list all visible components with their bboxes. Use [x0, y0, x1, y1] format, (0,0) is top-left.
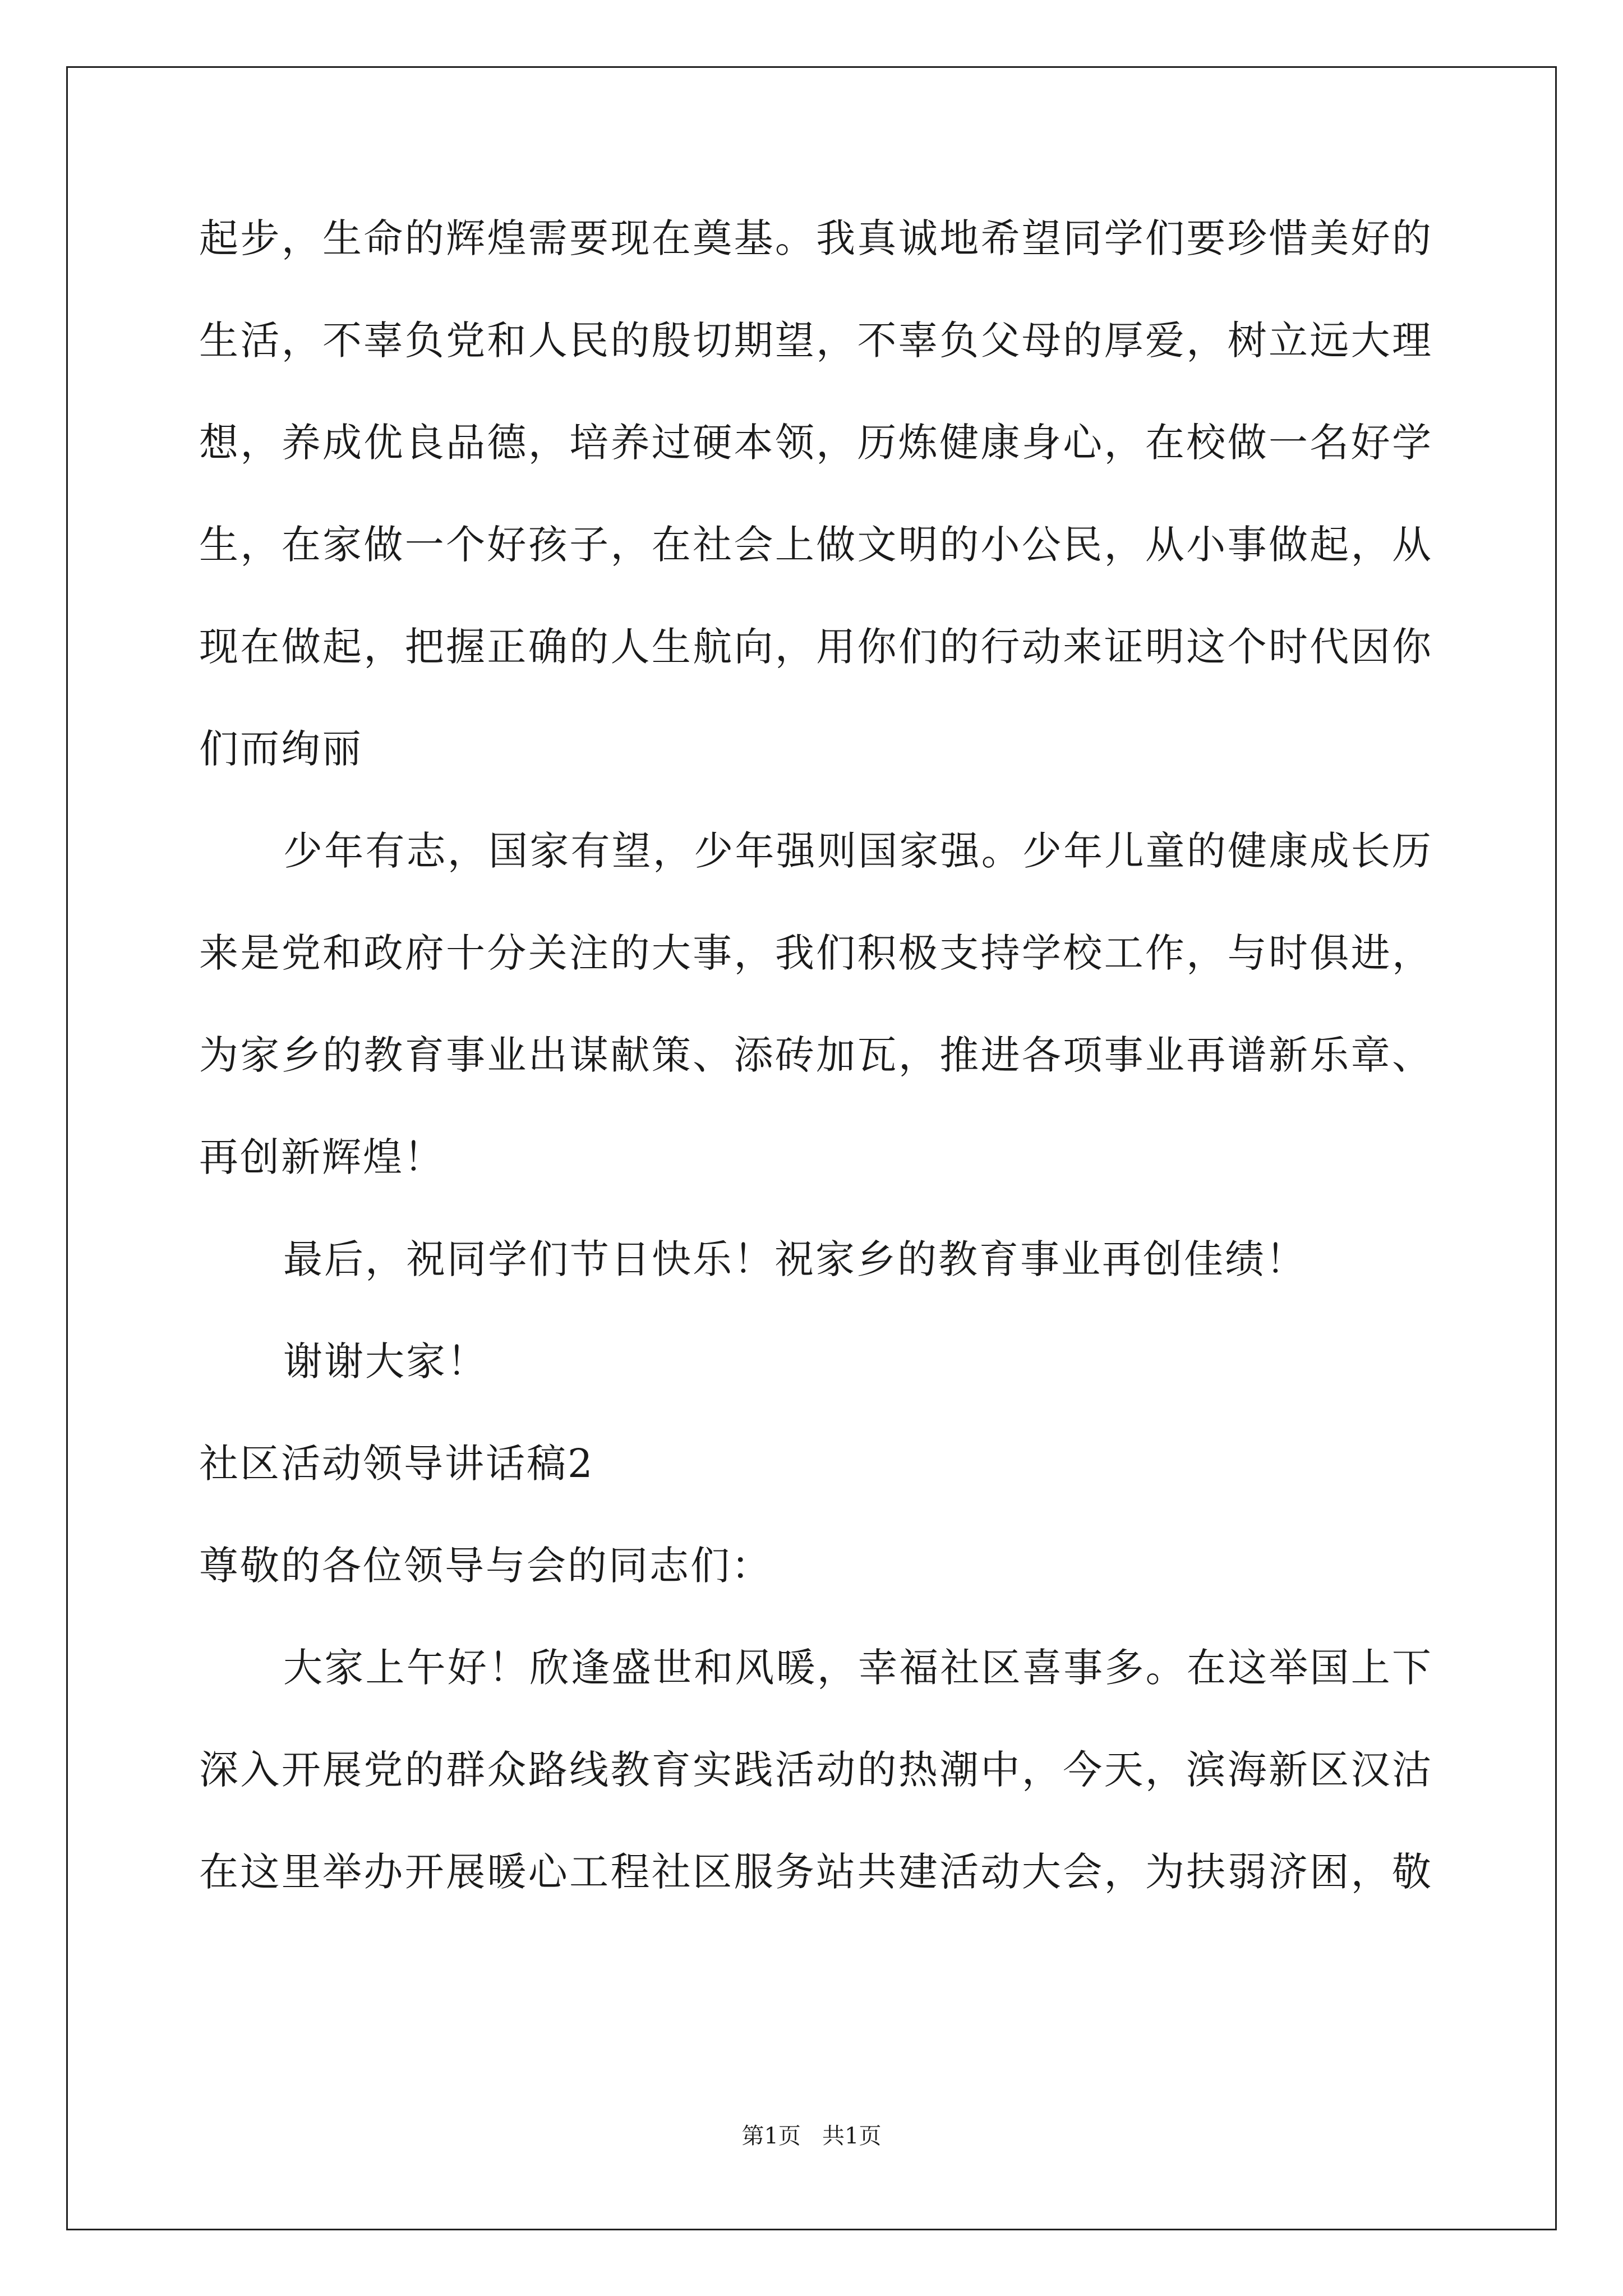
- paragraph-line: 们而绚丽: [199, 726, 363, 772]
- paragraph-line: 少年有志，国家有望，少年强则国家强。少年儿童的健康成长历: [283, 828, 1433, 874]
- paragraph-line: 想，养成优良品德，培养过硬本领，历炼健康身心，在校做一名好学: [199, 420, 1433, 466]
- document-body: [199, 215, 1433, 1954]
- section-heading: 社区活动领导讲话稿2: [199, 1441, 594, 1487]
- paragraph-line: 起步，生命的辉煌需要现在奠基。我真诚地希望同学们要珍惜美好的: [199, 215, 1433, 261]
- page-footer: 第1页 共1页: [741, 2123, 882, 2149]
- paragraph-line: 为家乡的教育事业出谋献策、添砖加瓦，推进各项事业再谱新乐章、: [199, 1032, 1433, 1078]
- paragraph-line: 再创新辉煌！: [199, 1134, 445, 1180]
- paragraph-line: 最后，祝同学们节日快乐！祝家乡的教育事业再创佳绩！: [283, 1236, 1307, 1282]
- paragraph-line: 深入开展党的群众路线教育实践活动的热潮中，今天，滨海新区汉沽: [199, 1747, 1433, 1793]
- paragraph-line: 大家上午好！欣逢盛世和风暖，幸福社区喜事多。在这举国上下: [283, 1645, 1433, 1691]
- paragraph-line: 生，在家做一个好孩子，在社会上做文明的小公民，从小事做起，从: [199, 522, 1433, 568]
- paragraph-line: 生活，不辜负党和人民的殷切期望，不辜负父母的厚爱，树立远大理: [199, 318, 1433, 364]
- salutation: 尊敬的各位领导与会的同志们：: [199, 1543, 772, 1589]
- paragraph-line: 在这里举办开展暖心工程社区服务站共建活动大会，为扶弱济困，敬: [199, 1849, 1433, 1895]
- paragraph-line: 谢谢大家！: [283, 1338, 488, 1384]
- paragraph-line: 现在做起，把握正确的人生航向，用你们的行动来证明这个时代因你: [199, 624, 1433, 670]
- paragraph-line: 来是党和政府十分关注的大事，我们积极支持学校工作，与时俱进，: [199, 930, 1433, 976]
